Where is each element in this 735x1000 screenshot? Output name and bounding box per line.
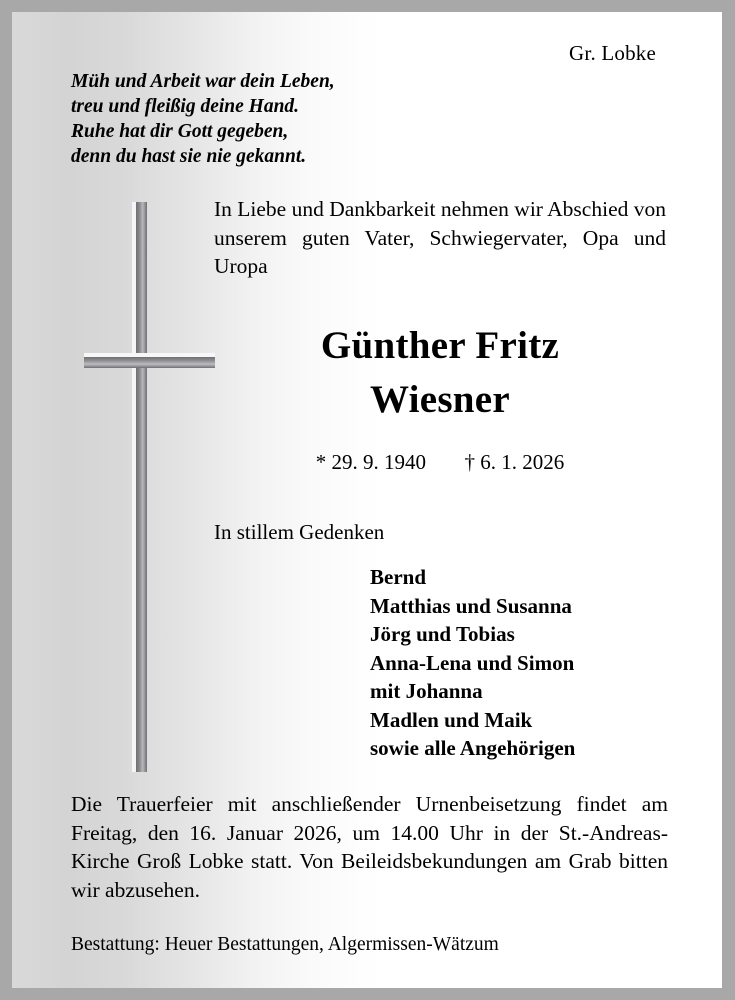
birth-date: * 29. 9. 1940 — [315, 450, 426, 474]
deceased-name — [214, 319, 666, 427]
remembrance-heading: In stillem Gedenken — [214, 520, 385, 544]
list-item: Matthias und Susanna — [370, 593, 572, 618]
obituary-card — [12, 12, 722, 988]
cross-graphic — [74, 202, 214, 772]
verse-line-3: Ruhe hat dir Gott gegeben, — [71, 121, 289, 142]
deceased-name-line-1: Günther Fritz — [320, 324, 560, 367]
list-item: sowie alle Angehörigen — [370, 736, 576, 760]
list-item: Jörg und Tobias — [370, 622, 515, 646]
place-name: Gr. Lobke — [569, 41, 656, 65]
list-item: Bernd — [370, 565, 427, 589]
verse-line-1: Müh und Arbeit war dein Leben, — [71, 71, 335, 92]
list-item: Anna-Lena und Simon — [370, 650, 575, 675]
mourners-list — [370, 563, 575, 763]
life-dates — [214, 450, 666, 475]
intro-text: In Liebe und Dankbarkeit nehmen wir Abschied von unserem guten Vater, Schwiegervater, Opa und Uropa — [214, 197, 666, 278]
death-date: † 6. 1. 2026 — [464, 450, 565, 474]
deceased-name-line-2: Wiesner — [369, 378, 511, 421]
undertaker-info: Bestattung: Heuer Bestattungen, Algermissen-Wätzum — [71, 934, 499, 955]
list-item: mit Johanna — [370, 679, 483, 703]
verse-block — [71, 69, 335, 169]
cross-vertical-bar — [136, 202, 147, 772]
list-item: Madlen und Maik — [370, 707, 533, 732]
verse-line-2: treu und fleißig deine Hand. — [71, 96, 300, 117]
cross-horizontal-bar — [84, 357, 215, 368]
verse-line-4: denn du hast sie nie gekannt. — [71, 146, 307, 167]
ceremony-details: Die Trauerfeier mit anschließender Urnenbeisetzung findet am Freitag, den 16. Januar 2026, um 14.00 Uhr in der St.-Andreas-Kirche Groß Lobke statt. Von Beileidsbekundungen am Grab bitten wir abzusehen. — [71, 792, 668, 902]
